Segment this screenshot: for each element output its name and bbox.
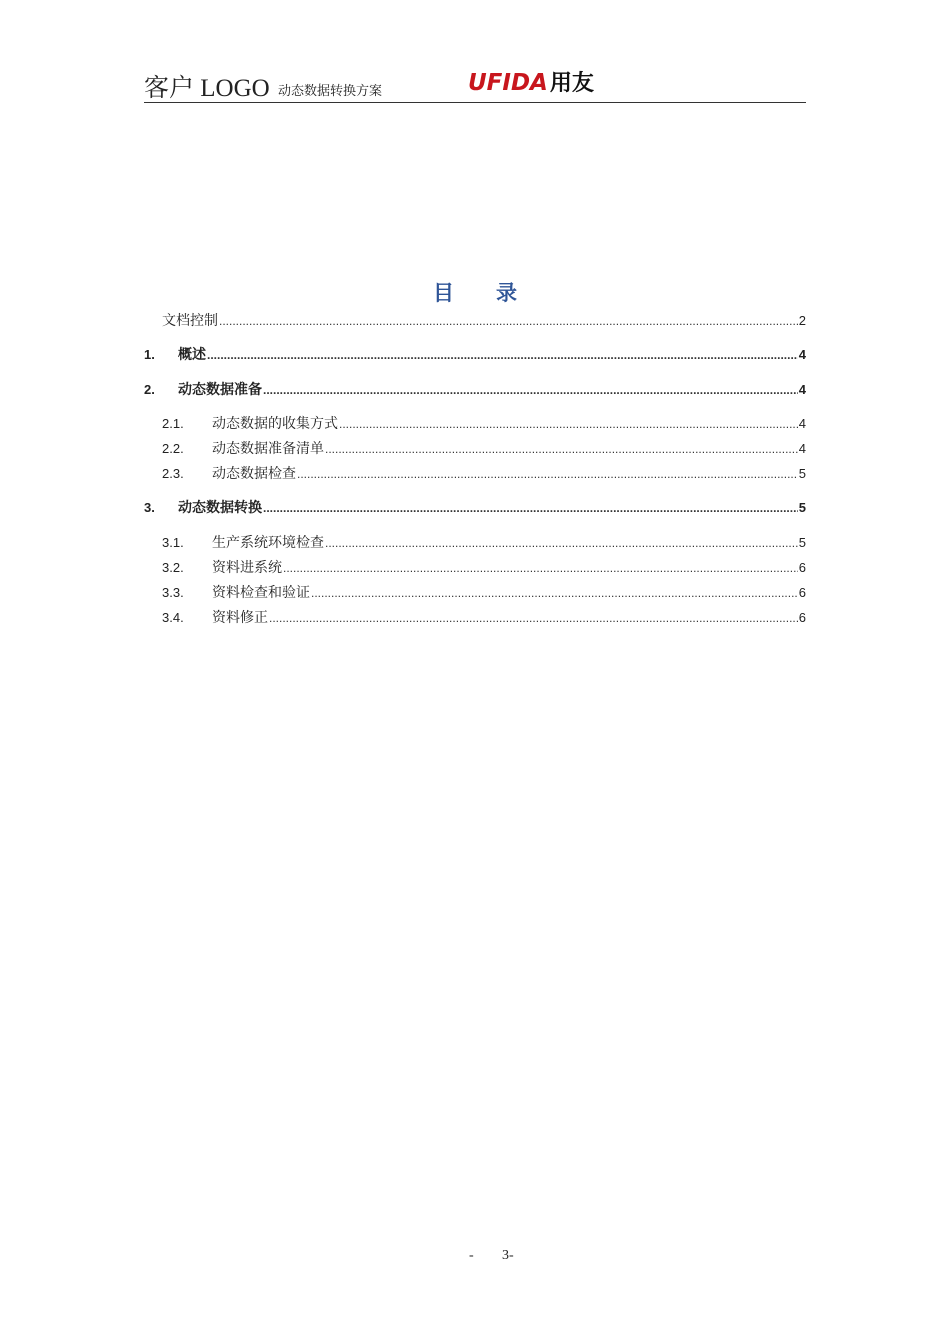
toc-dot-leader (219, 314, 798, 328)
toc-dot-leader (207, 348, 798, 362)
client-logo-text: 客户 LOGO (144, 75, 270, 102)
toc-entry-label: 动态数据准备 (178, 382, 262, 398)
toc-entry[interactable] (162, 582, 806, 602)
toc-dot-leader (339, 417, 798, 431)
toc-entry-label: 资料进系统 (212, 560, 282, 576)
toc-dot-leader (325, 442, 798, 456)
toc-entry[interactable] (144, 497, 806, 517)
toc-title-part2: 录 (496, 280, 517, 305)
toc-dot-leader (263, 501, 798, 515)
toc-entry-number: 3.1. (162, 535, 184, 550)
toc-entry-page: 4 (798, 416, 806, 431)
toc-entry[interactable] (162, 438, 806, 458)
toc-entry[interactable] (162, 463, 806, 483)
toc-entry-number: 2.1. (162, 416, 184, 431)
toc-entry-number: 2.2. (162, 441, 184, 456)
toc-entry-number: 1. (144, 347, 155, 362)
document-title: 动态数据转换方案 (278, 84, 383, 99)
toc-entry-label: 动态数据的收集方式 (212, 416, 338, 432)
toc-dot-leader (269, 611, 798, 625)
toc-entry-page: 2 (798, 313, 806, 328)
toc-entry-label: 动态数据准备清单 (212, 441, 324, 457)
toc-entry-number: 2.3. (162, 466, 184, 481)
toc-entry-page: 4 (798, 382, 806, 397)
toc-entry-label: 动态数据转换 (178, 500, 262, 516)
toc-entry[interactable] (144, 379, 806, 399)
toc-entry-page: 4 (798, 441, 806, 456)
toc-title-part1: 目 (433, 280, 454, 305)
toc-entry-label: 动态数据检查 (212, 466, 296, 482)
toc-entry-page: 5 (798, 466, 806, 481)
toc-entry[interactable] (162, 557, 806, 577)
toc-entry-number: 3.4. (162, 610, 184, 625)
toc-entry[interactable] (162, 310, 806, 330)
toc-entry[interactable] (162, 413, 806, 433)
toc-entry-number: 3. (144, 500, 155, 515)
toc-dot-leader (283, 561, 798, 575)
toc-entry-number: 2. (144, 382, 155, 397)
brand-cn: 用友 (549, 71, 594, 96)
toc-entry-label: 生产系统环境检查 (212, 535, 324, 551)
toc-entry-number: 3.3. (162, 585, 184, 600)
toc-entry-label: 文档控制 (162, 313, 218, 329)
toc-dot-leader (325, 536, 798, 550)
toc-entry-page: 5 (798, 535, 806, 550)
toc-entry[interactable] (144, 344, 806, 364)
toc-entry-label: 资料修正 (212, 610, 268, 626)
toc-entry[interactable] (162, 607, 806, 627)
toc-entry-page: 6 (798, 560, 806, 575)
toc-dot-leader (297, 467, 798, 481)
toc-entry-page: 6 (798, 585, 806, 600)
toc-entry-page: 5 (798, 500, 806, 515)
toc-entry[interactable] (162, 532, 806, 552)
toc-entry-label: 资料检查和验证 (212, 585, 310, 601)
toc-entry-number: 3.2. (162, 560, 184, 575)
brand-en: UFIDA (468, 70, 548, 96)
toc-entry-label: 概述 (178, 347, 206, 363)
toc-dot-leader (263, 383, 798, 397)
footer-page-number: 3- (502, 1248, 514, 1263)
footer-dash: - (469, 1248, 474, 1263)
toc-dot-leader (311, 586, 798, 600)
toc-entry-page: 4 (798, 347, 806, 362)
toc-entry-page: 6 (798, 610, 806, 625)
